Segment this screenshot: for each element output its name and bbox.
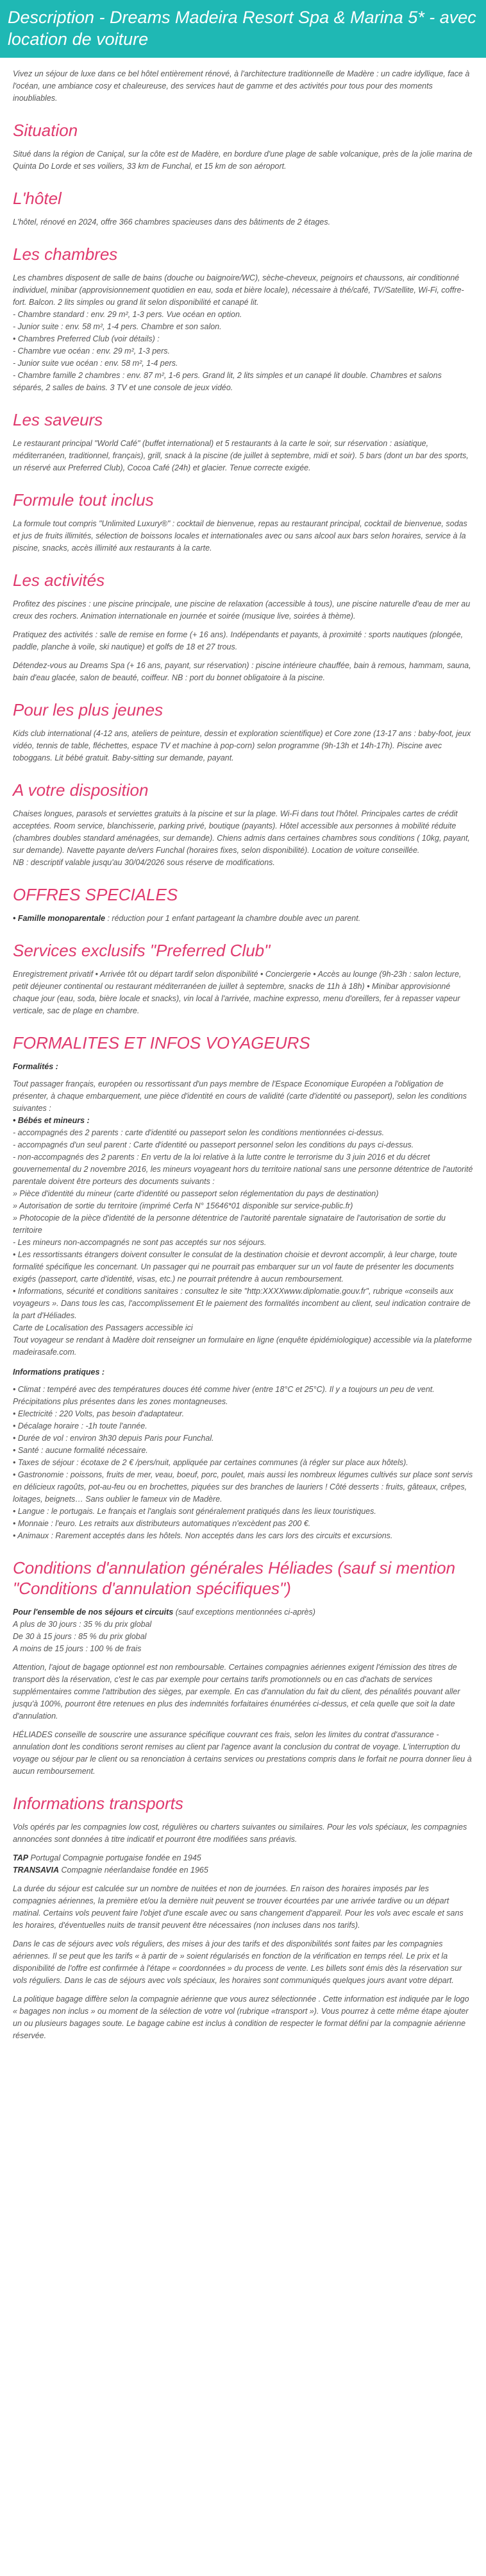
activities-text: Détendez-vous au Dreams Spa (+ 16 ans, payant, sur réservation) : piscine intérieure chauffée, bain à remous, hammam, sauna, bain d'eau glacée, salon de beauté, coiffeur. NB : port du bonnet obligatoire à la piscine. bbox=[13, 661, 471, 682]
formalities-line: - accompagnés d'un seul parent : Carte d'identité ou passeport personnel selon les conditions du pays ci-dessus. bbox=[13, 1140, 414, 1149]
offer-item bbox=[13, 913, 473, 925]
cancellation-rates bbox=[13, 1606, 473, 1655]
services-heading: Services exclusifs "Preferred Club" bbox=[13, 941, 271, 960]
cancellation-text: HÉLIADES conseille de souscrire une assurance spécifique couvrant ces frais, selon les limites du contrat d'assurance - annulation dont les conditions seront remises au client par l'agence avant la conclusion du contrat de voyage. L'interruption du voyage ou séjour par le client ou sa renonciation à certains services ou prestations compris dans le forfait ne pourra donner lieu à aucun remboursement. bbox=[13, 1730, 472, 1776]
cancellation-rate: De 30 à 15 jours : 85 % du prix global bbox=[13, 1632, 147, 1641]
practical-info-text bbox=[13, 1384, 473, 1542]
cancellation-heading: Conditions d'annulation générales Héliades (sauf si mention "Conditions d'annulation spécifiques") bbox=[13, 1558, 456, 1598]
formalities-line: - non-accompagnés des 2 parents : En vertu de la loi relative à la lutte contre le terrorisme du 3 juin 2016 et du décret gouvernemental du 2 novembre 2016, les mineurs voyageant hors du territoire national sans une personne détentrice de l'autorité parentale doivent être porteurs des documents suivants : bbox=[13, 1153, 473, 1186]
practical-info-line: • Taxes de séjour : écotaxe de 2 € /pers/nuit, appliquée par certaines communes (à régler sur place aux hôtels). bbox=[13, 1458, 408, 1467]
situation-text: Situé dans la région de Caniçal, sur la côte est de Madère, en bordure d'une plage de sable volcanique, près de la jolie marina de Quinta Do Lorde et ses voiliers, 33 km de Funchal, et 15 km de son aéroport. bbox=[13, 150, 473, 171]
amenities-line: NB : descriptif valable jusqu'au 30/04/2026 sous réserve de modifications. bbox=[13, 858, 275, 867]
situation-heading: Situation bbox=[13, 121, 78, 140]
rooms-line: Les chambres disposent de salle de bains (douche ou baignoire/WC), sèche-cheveux, peignoirs et chaussons, air conditionné individuel, minibar (approvisionnement quotidien en eau, soda et bière locale), nécessaire à thé/café, TV/Satellite, Wi-Fi, coffre-fort. Balcon. 2 lits simples ou grand lit selon disponibilité et canapé lit. bbox=[13, 273, 464, 307]
practical-info-line: • Climat : tempéré avec des températures douces été comme hiver (entre 18°C et 25°C). Il y a toujours un peu de vent. Précipitations plus présentes dans les zones montagneuses. bbox=[13, 1385, 435, 1406]
practical-info-subtitle: Informations pratiques : bbox=[13, 1368, 105, 1377]
cancellation-subtitle bbox=[13, 1606, 473, 1619]
cancellation-rate: A moins de 15 jours : 100 % de frais bbox=[13, 1644, 142, 1653]
formalities-line: • Informations, sécurité et conditions sanitaires : consultez le site "http:XXXXwww.diplomatie.gouv.fr", rubrique «conseils aux voyageurs ». Dans tous les cas, l'accomplissement Et le paiement des formalités incombent au client, seul indication contraire de la part d'Héliades. bbox=[13, 1287, 471, 1320]
airline-list bbox=[13, 1852, 473, 1876]
amenities-line: Chaises longues, parasols et serviettes gratuits à la piscine et sur la plage. Wi-Fi dans tout l'hôtel. Principales cartes de crédit acceptées. Room service, blanchisserie, parking privé, boutique (payants). Hôtel accessible aux personnes à mobilité réduite (chambres doubles standard aménagées, sur demande). Chiens admis dans certaines chambres sous conditions ( 10kg, payant, sur demande). Navette payante de/vers Funchal (horaires fixes, selon disponibilité). Location de voiture conseillée. bbox=[13, 809, 470, 855]
formalities-line: Tout passager français, européen ou ressortissant d'un pays membre de l'Espace Economique Européen a l'obligation de présenter, à chaque embarquement, une pièce d'identité en cours de validité (carte d'identité ou passeport), selon les conditions suivantes : bbox=[13, 1079, 467, 1113]
main-content bbox=[0, 58, 486, 2042]
cancellation-subtitle-bold: Pour l'ensemble de nos séjours et circuits bbox=[13, 1608, 174, 1617]
services-text: Enregistrement privatif • Arrivée tôt ou départ tardif selon disponibilité • Conciergerie • Accès au lounge (9h-23h : salon lecture, petit déjeuner continental ou restaurant méditerranéen de juillet à septembre, snacks de 11h à 18h) • Minibar approvisionné chaque jour (eau, soda, bière locale et snacks), vin local à l'arrivée, machine expresso, menu d'oreillers, fer à repasser vapeur verticale, sac de plage en chambre. bbox=[13, 970, 462, 1015]
kids-heading: Pour les plus jeunes bbox=[13, 700, 163, 719]
activities-text: Pratiquez des activités : salle de remise en forme (+ 16 ans). Indépendants et payants, à proximité : sports nautiques (plongée, paddle, planche à voile, ski nautique) et golfs de 18 et 27 trous. bbox=[13, 630, 464, 651]
rooms-line: - Chambre famille 2 chambres : env. 87 m², 1-6 pers. Grand lit, 2 lits simples et un canapé lit double. Chambres et salons séparés, 2 salles de bains. 3 TV et une console de jeux vidéo. bbox=[13, 371, 442, 392]
amenities-text bbox=[13, 808, 473, 869]
airline-item bbox=[13, 1864, 473, 1876]
transport-heading: Informations transports bbox=[13, 1794, 183, 1813]
practical-info-line: • Durée de vol : environ 3h30 depuis Paris pour Funchal. bbox=[13, 1434, 214, 1443]
cancellation-text: Attention, l'ajout de bagage optionnel est non remboursable. Certaines compagnies aériennes exigent l'émission des titres de transport dès la réservation, c'est le cas par exemple pour certains tarifs promotionnels ou en cas d'achats de services supplémentaires comme l'attribution des sièges, par exemple. En cas d'annulation du fait du client, des pénalités pouvant aller jusqu'à 100%, pourront être retenues en plus des indemnités forfaitaires énumérées ci-dessus, et cela quelle que soit la date d'annulation. bbox=[13, 1663, 460, 1721]
amenities-heading: A votre disposition bbox=[13, 780, 149, 800]
practical-info-line: • Santé : aucune formalité nécessaire. bbox=[13, 1446, 148, 1455]
practical-info-line: • Langue : le portugais. Le français et l'anglais sont généralement pratiqués dans les lieux touristiques. bbox=[13, 1507, 376, 1516]
transport-text: La durée du séjour est calculée sur un nombre de nuitées et non de journées. En raison des horaires imposés par les compagnies aériennes, la première et/ou la dernière nuit peuvent se trouver écourtées par une arrivée tardive ou un départ matinal. Certains vols peuvent faire l'objet d'une escale avec ou sans changement d'appareil. Pour les vols avec escale et sans les horaires, d'éventuelles nuits de transit peuvent être nécessaires (non incluses dans nos tarifs). bbox=[13, 1884, 464, 1930]
activities-heading: Les activités bbox=[13, 571, 105, 590]
formalities-line: - accompagnés des 2 parents : carte d'identité ou passeport selon les conditions mentionnées ci-dessus. bbox=[13, 1128, 385, 1137]
formalities-line: » Pièce d'identité du mineur (carte d'identité ou passeport selon réglementation du pays de destination) bbox=[13, 1189, 379, 1198]
offer-text: : réduction pour 1 enfant partageant la chambre double avec un parent. bbox=[105, 914, 361, 923]
rooms-line: - Chambre vue océan : env. 29 m², 1-3 pers. bbox=[13, 347, 171, 356]
formalities-text bbox=[13, 1078, 473, 1359]
hotel-heading: L'hôtel bbox=[13, 189, 62, 208]
hotel-text: L'hôtel, rénové en 2024, offre 366 chambres spacieuses dans des bâtiments de 2 étages. bbox=[13, 218, 331, 227]
practical-info-line: • Electricité : 220 Volts, pas besoin d'adaptateur. bbox=[13, 1409, 185, 1418]
transport-text: Vols opérés par les compagnies low cost, régulières ou charters suivantes ou similaires. Pour les vols spéciaux, les compagnies annoncées sont données à titre indicatif et pourront être modifiées sans préavis. bbox=[13, 1823, 467, 1844]
formalities-subtitle: Formalités : bbox=[13, 1062, 58, 1071]
page-title: Description - Dreams Madeira Resort Spa & Marina 5* - avec location de voiture bbox=[0, 0, 486, 58]
rooms-line: - Junior suite : env. 58 m², 1-4 pers. Chambre et son salon. bbox=[13, 322, 222, 331]
transport-text: Dans le cas de séjours avec vols réguliers, des mises à jour des tarifs et des disponibilités sont faites par les compagnies aériennes. Il se peut que les tarifs « à partir de » soient régularisés en fonction de la vérification en temps réel. Le prix et la disponibilité de l'offre est confirmée à l'étape « coordonnées » du process de vente. Les billets sont émis dès la réservation sur vols réguliers. Dans le cas de séjours avec vols spéciaux, les horaires sont communiqués quelques jours avant votre départ. bbox=[13, 1939, 462, 1985]
transport-text: La politique bagage diffère selon la compagnie aérienne que vous aurez sélectionnée . Cette information est indiquée par le logo « bagages non inclus » ou moment de la sélection de votre vol (rubrique «transport »). Vous pourrez à cette même étape ajouter un ou plusieurs bagages soute. Le bagage cabine est inclus à condition de respecter le format défini par la compagnie aérienne réservée. bbox=[13, 1995, 469, 2040]
airline-name: Portugal Compagnie portugaise fondée en 1945 bbox=[28, 1853, 201, 1862]
kids-text: Kids club international (4-12 ans, ateliers de peinture, dessin et exploration scientifique) et Core zone (13-17 ans : baby-foot, jeux vidéo, tennis de table, fléchettes, espace TV et machine à pop-corn) selon programme (9h-13h et 14h-17h). Piscine avec toboggans. Lit bébé gratuit. Baby-sitting sur demande, payant. bbox=[13, 729, 471, 762]
formalities-line: » Autorisation de sortie du territoire (imprimé Cerfa N° 15646*01 disponible sur service-public.fr) bbox=[13, 1201, 353, 1210]
offers-heading: OFFRES SPECIALES bbox=[13, 885, 178, 904]
rooms-line: - Chambre standard : env. 29 m², 1-3 pers. Vue océan en option. bbox=[13, 310, 242, 319]
practical-info-line: • Gastronomie : poissons, fruits de mer, veau, boeuf, porc, poulet, mais aussi les nombreux légumes cultivés sur place sont servis en délicieux ragoûts, pot-au-feu ou en brochettes, piquées sur des branches de lauriers ! Côté desserts : fruits, gâteaux, crêpes, loitages, beignets… Sans oublier le fameux vin de Madère. bbox=[13, 1470, 473, 1504]
formalities-line: • Les ressortissants étrangers doivent consulter le consulat de la destination choisie et devront accomplir, à leur charge, toute formalité spécifique les concernant. Un passager qui ne pourrait pas embarquer sur un vol faute de présenter les documents exigés (passeport, carte d'identité, visas, etc.) ne pourrait prétendre à aucun remboursement. bbox=[13, 1250, 457, 1284]
formalities-line: - Les mineurs non-accompagnés ne sont pas acceptés sur nos séjours. bbox=[13, 1238, 267, 1247]
formalities-line: Tout voyageur se rendant à Madère doit renseigner un formulaire en ligne (enquête épidémiologique) accessible via la plateforme madeirasafe.com. bbox=[13, 1335, 472, 1357]
dining-text: Le restaurant principal "World Café" (buffet international) et 5 restaurants à la carte le soir, sur réservation : asiatique, méditerranéen, traditionnel, français), grill, snack à la piscine (de juillet à septembre, midi et soir). 5 bars (dont un bar des sports, un réservé aux Preferred Club), Cocoa Café (24h) et glacier. Tenue correcte exigée. bbox=[13, 439, 469, 472]
formalities-line: • Bébés et mineurs : bbox=[13, 1116, 90, 1125]
cancellation-subtitle-rest: (sauf exceptions mentionnées ci-après) bbox=[173, 1608, 315, 1617]
airline-code: TAP bbox=[13, 1853, 29, 1862]
all-inclusive-text: La formule tout compris "Unlimited Luxury®" : cocktail de bienvenue, repas au restaurant principal, cocktail de bienvenue, sodas et jus de fruits illimités, sélection de boissons locales et internationales avec ou sans alcool aux bars selon horaires, service à la piscine, snacks, accès illimité aux restaurants à la carte. bbox=[13, 519, 467, 553]
practical-info-line: • Monnaie : l'euro. Les retraits aux distributeurs automatiques n'excèdent pas 200 €. bbox=[13, 1519, 311, 1528]
formalities-line: » Photocopie de la pièce d'identité de la personne détentrice de l'autorité parentale signataire de l'autorisation de sortie du territoire bbox=[13, 1214, 446, 1235]
practical-info-line: • Décalage horaire : -1h toute l'année. bbox=[13, 1421, 147, 1430]
rooms-line: • Chambres Preferred Club (voir détails) : bbox=[13, 334, 160, 343]
cancellation-rate: A plus de 30 jours : 35 % du prix global bbox=[13, 1620, 152, 1629]
offer-label: • Famille monoparentale bbox=[13, 914, 105, 923]
airline-code: TRANSAVIA bbox=[13, 1866, 59, 1875]
dining-heading: Les saveurs bbox=[13, 410, 103, 429]
rooms-heading: Les chambres bbox=[13, 245, 118, 264]
intro-text: Vivez un séjour de luxe dans ce bel hôtel entièrement rénové, à l'architecture traditionnelle de Madère : un cadre idyllique, face à l'océan, une ambiance cosy et chaleureuse, des services haut de gamme et des activités pour tous pour des moments inoubliables. bbox=[13, 69, 470, 103]
airline-item bbox=[13, 1852, 473, 1864]
formalities-line: Carte de Localisation des Passagers accessible ici bbox=[13, 1323, 193, 1332]
activities-text: Profitez des piscines : une piscine principale, une piscine de relaxation (accessible à tous), une piscine naturelle d'eau de mer au creux des rochers. Animation internationale en journée et soirée (musique live, soirées à thème). bbox=[13, 599, 471, 621]
formalities-heading: FORMALITES ET INFOS VOYAGEURS bbox=[13, 1033, 310, 1052]
rooms-text bbox=[13, 272, 473, 394]
rooms-line: - Junior suite vue océan : env. 58 m², 1-4 pers. bbox=[13, 359, 178, 368]
all-inclusive-heading: Formule tout inclus bbox=[13, 490, 154, 510]
practical-info-line: • Animaux : Rarement acceptés dans les hôtels. Non acceptés dans les cars lors des circuits et excursions. bbox=[13, 1531, 393, 1540]
airline-name: Compagnie néerlandaise fondée en 1965 bbox=[59, 1866, 208, 1875]
